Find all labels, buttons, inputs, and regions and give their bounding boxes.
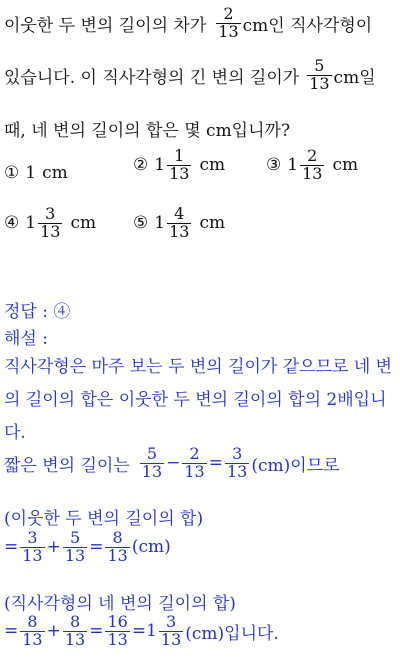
explanation-label: 해설 : xyxy=(4,329,48,349)
perimeter-label: (직사각형의 네 변의 길이의 합) xyxy=(4,594,236,614)
option-3[interactable]: ③ 1 $\frac{2}{13}$ cm xyxy=(266,146,359,183)
explanation-line-3: 다. xyxy=(4,423,26,443)
option-4[interactable]: ④ 1 $\frac{3}{13}$ cm xyxy=(4,204,97,241)
option-5[interactable]: ⑤ 1 $\frac{4}{13}$ cm xyxy=(133,204,226,241)
sum-equation: = $\frac{3}{13}$ + $\frac{5}{13}$ = $\frac{8}{13}$ (cm) xyxy=(4,528,171,565)
option-2[interactable]: ② 1 $\frac{1}{13}$ cm xyxy=(133,146,226,183)
fraction: $\frac{1}{13}$ xyxy=(169,146,190,183)
fraction: $\frac{3}{13}$ xyxy=(226,444,248,481)
fraction: $\frac{3}{13}$ xyxy=(160,612,182,649)
problem-text: cm일 xyxy=(333,67,376,88)
fraction: $\frac{2}{13}$ xyxy=(302,146,323,183)
fraction: $\frac{2}{13}$ xyxy=(218,4,239,41)
fraction: $\frac{5}{13}$ xyxy=(309,56,330,93)
perimeter-equation: = $\frac{8}{13}$ + $\frac{8}{13}$ = $\frac{16}{13}$ = 1 $\frac{3}{13}$ (cm)입니다. xyxy=(4,612,279,649)
answer-line xyxy=(4,297,70,322)
problem-text: 있습니다. 이 직사각형의 긴 변의 길이가 xyxy=(4,67,300,88)
problem-text: 때, 네 변의 길이의 합은 몇 cm입니까? xyxy=(4,121,291,141)
answer-text: 정답 : ④ xyxy=(4,302,71,322)
short-side-equation: 짧은 변의 길이는 $\frac{5}{13}$ − $\frac{2}{13}$ = $\frac{3}{13}$ (cm)이므로 xyxy=(4,444,340,481)
fraction: $\frac{4}{13}$ xyxy=(169,204,190,241)
fraction: $\frac{3}{13}$ xyxy=(40,204,61,241)
problem-text: 이웃한 두 변의 길이의 차가 xyxy=(4,15,207,36)
problem-text: cm인 직사각형이 xyxy=(242,15,373,36)
fraction: $\frac{8}{13}$ xyxy=(107,528,128,565)
problem-line-1 xyxy=(4,6,372,41)
sum-label: (이웃한 두 변의 길이의 합) xyxy=(4,509,204,529)
option-1[interactable]: ① 1 cm xyxy=(4,163,68,183)
problem-line-2 xyxy=(4,58,376,93)
problem-line-3 xyxy=(4,116,290,141)
fraction: $\frac{8}{13}$ xyxy=(22,612,43,649)
fraction: $\frac{5}{13}$ xyxy=(64,528,86,565)
explanation-line-2: 의 길이의 합은 이웃한 두 변의 길이의 합의 2배입니 xyxy=(4,390,387,410)
explanation-line-1: 직사각형은 마주 보는 두 변의 길이가 같으므로 네 변 xyxy=(4,357,393,377)
fraction: $\frac{5}{13}$ xyxy=(141,444,163,481)
fraction: $\frac{2}{13}$ xyxy=(184,444,205,481)
fraction: $\frac{3}{13}$ xyxy=(22,528,43,565)
fraction: $\frac{8}{13}$ xyxy=(64,612,86,649)
fraction: $\frac{16}{13}$ xyxy=(107,612,128,649)
